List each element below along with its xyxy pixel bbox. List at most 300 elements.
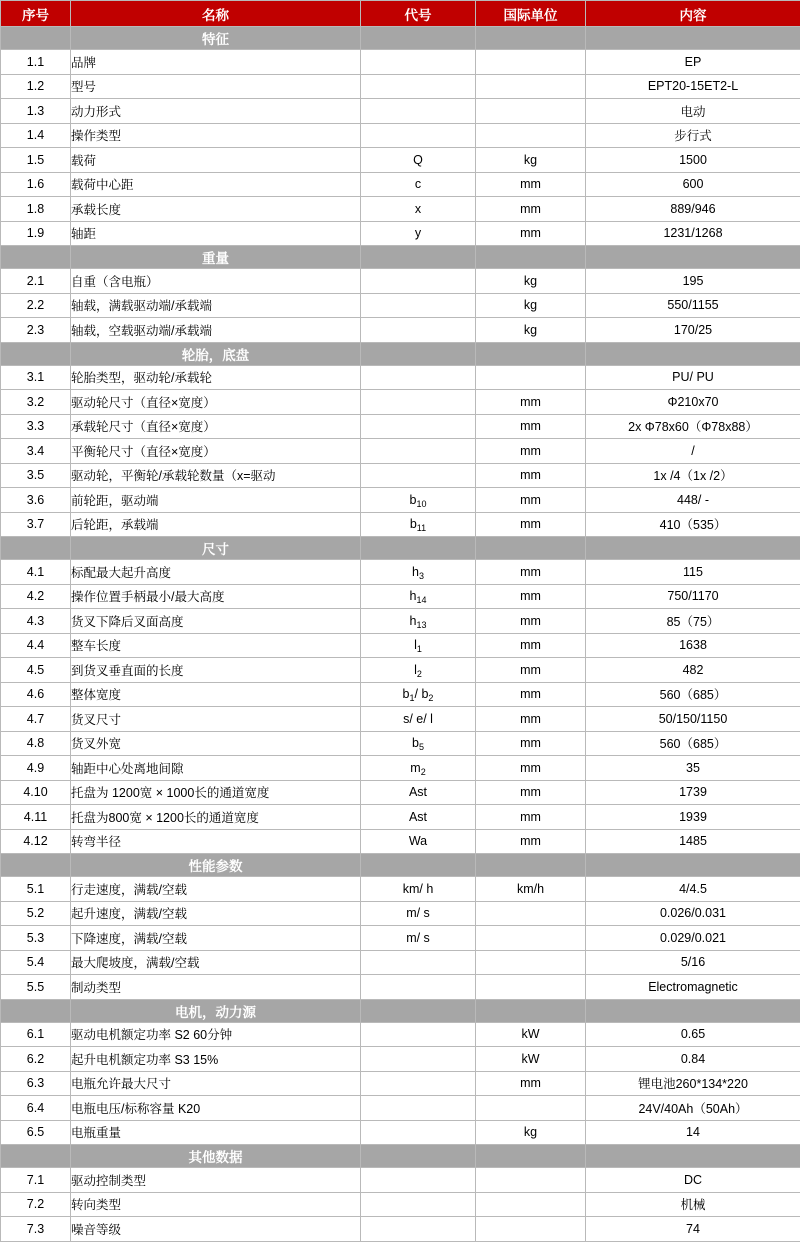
group-row-spacer: [476, 246, 586, 269]
row-code: [361, 365, 476, 390]
row-name: 轴载，满载驱动端/承载端: [71, 293, 361, 318]
row-value: 1500: [586, 148, 800, 173]
row-code: $h_3$: [361, 560, 476, 585]
row-name: 噪音等级: [71, 1217, 361, 1242]
group-label: 其他数据: [71, 1145, 361, 1168]
row-name: 整体宽度: [71, 682, 361, 707]
row-code: [361, 414, 476, 439]
table-row: [1, 780, 800, 805]
row-code: $h_{13}$: [361, 609, 476, 634]
group-row-spacer: [586, 246, 800, 269]
row-name: 轴距: [71, 221, 361, 246]
group-row-spacer: [361, 999, 476, 1022]
group-row-spacer: [586, 1145, 800, 1168]
row-name: 自重（含电瓶）: [71, 269, 361, 294]
group-row: [1, 1145, 800, 1168]
table-row: [1, 901, 800, 926]
row-name: 到货叉垂直面的长度: [71, 658, 361, 683]
row-code: [361, 1071, 476, 1096]
row-code: [361, 975, 476, 1000]
row-value: 1x /4（1x /2）: [586, 463, 800, 488]
group-row-spacer: [361, 854, 476, 877]
row-number: 4.9: [1, 756, 71, 781]
group-row-spacer: [361, 246, 476, 269]
table-row: [1, 318, 800, 343]
row-value: Φ210x70: [586, 390, 800, 415]
row-name: 最大爬坡度，满载/空载: [71, 950, 361, 975]
row-number: 3.1: [1, 365, 71, 390]
row-unit: mm: [476, 414, 586, 439]
row-number: 3.6: [1, 488, 71, 513]
group-label: 轮胎，底盘: [71, 342, 361, 365]
row-name: 标配最大起升高度: [71, 560, 361, 585]
table-row: [1, 560, 800, 585]
table-row: [1, 1096, 800, 1121]
row-value: 1638: [586, 633, 800, 658]
row-number: 7.3: [1, 1217, 71, 1242]
table-row: [1, 658, 800, 683]
table-row: [1, 950, 800, 975]
table-row: [1, 512, 800, 537]
row-number: 1.5: [1, 148, 71, 173]
row-code: $m_2$: [361, 756, 476, 781]
row-number: 4.1: [1, 560, 71, 585]
row-name: 转向类型: [71, 1192, 361, 1217]
header-row: [1, 1, 800, 27]
table-row: [1, 926, 800, 951]
table-row: [1, 269, 800, 294]
row-name: 型号: [71, 74, 361, 99]
row-value: DC: [586, 1168, 800, 1193]
row-name: 货叉外宽: [71, 731, 361, 756]
row-code: [361, 269, 476, 294]
row-unit: mm: [476, 172, 586, 197]
group-label: 特征: [71, 27, 361, 50]
row-code: Ast: [361, 805, 476, 830]
row-number: 4.2: [1, 584, 71, 609]
group-label: 重量: [71, 246, 361, 269]
row-code: y: [361, 221, 476, 246]
row-value: 14: [586, 1120, 800, 1145]
row-code: [361, 74, 476, 99]
row-value: 0.84: [586, 1047, 800, 1072]
row-name: 承载长度: [71, 197, 361, 222]
row-number: 2.3: [1, 318, 71, 343]
table-row: [1, 463, 800, 488]
row-unit: mm: [476, 731, 586, 756]
row-code: s/ e/ l: [361, 707, 476, 732]
row-unit: kg: [476, 148, 586, 173]
table-row: [1, 414, 800, 439]
row-unit: kW: [476, 1047, 586, 1072]
row-code: [361, 318, 476, 343]
row-value: 1231/1268: [586, 221, 800, 246]
row-value: 85（75）: [586, 609, 800, 634]
row-number: 4.5: [1, 658, 71, 683]
row-value: 2x Φ78x60（Φ78x88）: [586, 414, 800, 439]
row-code: $l_1$: [361, 633, 476, 658]
table-row: [1, 365, 800, 390]
row-unit: mm: [476, 682, 586, 707]
row-name: 行走速度，满载/空载: [71, 877, 361, 902]
row-code: [361, 50, 476, 75]
row-unit: mm: [476, 780, 586, 805]
row-number: 6.4: [1, 1096, 71, 1121]
row-name: 动力形式: [71, 99, 361, 124]
row-unit: [476, 1168, 586, 1193]
row-value: 机械: [586, 1192, 800, 1217]
table-row: [1, 756, 800, 781]
group-row-spacer: [361, 27, 476, 50]
group-row-spacer: [361, 342, 476, 365]
row-unit: mm: [476, 463, 586, 488]
row-unit: [476, 1096, 586, 1121]
row-code: [361, 439, 476, 464]
row-number: 4.4: [1, 633, 71, 658]
row-value: 50/150/1150: [586, 707, 800, 732]
row-number: 4.3: [1, 609, 71, 634]
row-unit: mm: [476, 1071, 586, 1096]
row-number: 1.8: [1, 197, 71, 222]
row-name: 轴载，空载驱动端/承载端: [71, 318, 361, 343]
row-name: 起升速度，满载/空载: [71, 901, 361, 926]
table-row: [1, 975, 800, 1000]
row-code: [361, 1120, 476, 1145]
row-value: 750/1170: [586, 584, 800, 609]
row-unit: kg: [476, 269, 586, 294]
row-code: [361, 123, 476, 148]
row-unit: kg: [476, 293, 586, 318]
row-name: 载荷: [71, 148, 361, 173]
row-value: EP: [586, 50, 800, 75]
row-number: 1.2: [1, 74, 71, 99]
row-code: Q: [361, 148, 476, 173]
row-name: 平衡轮尺寸（直径×宽度）: [71, 439, 361, 464]
group-row-spacer: [361, 1145, 476, 1168]
row-code: $h_{14}$: [361, 584, 476, 609]
row-number: 6.3: [1, 1071, 71, 1096]
row-number: 6.1: [1, 1022, 71, 1047]
row-unit: [476, 1217, 586, 1242]
row-name: 后轮距，承载端: [71, 512, 361, 537]
row-name: 载荷中心距: [71, 172, 361, 197]
row-code: [361, 1047, 476, 1072]
table-row: [1, 584, 800, 609]
row-value: 410（535）: [586, 512, 800, 537]
row-name: 托盘为800宽 × 1200长的通道宽度: [71, 805, 361, 830]
row-number: 5.5: [1, 975, 71, 1000]
row-number: 7.1: [1, 1168, 71, 1193]
row-unit: [476, 50, 586, 75]
table-row: [1, 148, 800, 173]
table-row: [1, 172, 800, 197]
group-row: [1, 999, 800, 1022]
row-unit: [476, 975, 586, 1000]
row-code: [361, 1217, 476, 1242]
row-unit: mm: [476, 805, 586, 830]
column-header-name: 名称: [71, 1, 361, 27]
row-code: $l_2$: [361, 658, 476, 683]
column-header-no: 序号: [1, 1, 71, 27]
group-row-spacer: [476, 342, 586, 365]
row-number: 1.1: [1, 50, 71, 75]
row-name: 驱动轮，平衡轮/承载轮数量（x=驱动: [71, 463, 361, 488]
row-value: 0.65: [586, 1022, 800, 1047]
column-header-code: 代号: [361, 1, 476, 27]
group-row-spacer: [361, 537, 476, 560]
group-label: 电机，动力源: [71, 999, 361, 1022]
row-code: $b_{11}$: [361, 512, 476, 537]
row-code: c: [361, 172, 476, 197]
row-code: Ast: [361, 780, 476, 805]
row-value: 550/1155: [586, 293, 800, 318]
row-value: 电动: [586, 99, 800, 124]
row-code: [361, 950, 476, 975]
table-row: [1, 488, 800, 513]
row-name: 电瓶电压/标称容量 K20: [71, 1096, 361, 1121]
row-name: 电瓶允许最大尺寸: [71, 1071, 361, 1096]
row-value: 0.029/0.021: [586, 926, 800, 951]
row-value: 0.026/0.031: [586, 901, 800, 926]
table-row: [1, 731, 800, 756]
row-value: 步行式: [586, 123, 800, 148]
row-number: 1.4: [1, 123, 71, 148]
row-name: 驱动轮尺寸（直径×宽度）: [71, 390, 361, 415]
row-code: $b_{10}$: [361, 488, 476, 513]
row-code: $b_1/$ $b_2$: [361, 682, 476, 707]
table-row: [1, 99, 800, 124]
table-row: [1, 1192, 800, 1217]
row-code: [361, 463, 476, 488]
group-row-spacer: [476, 854, 586, 877]
row-number: 7.2: [1, 1192, 71, 1217]
table-row: [1, 439, 800, 464]
row-number: 4.10: [1, 780, 71, 805]
row-name: 制动类型: [71, 975, 361, 1000]
group-row: [1, 246, 800, 269]
row-unit: mm: [476, 560, 586, 585]
row-unit: kW: [476, 1022, 586, 1047]
row-unit: mm: [476, 512, 586, 537]
row-number: 6.5: [1, 1120, 71, 1145]
row-code: [361, 1192, 476, 1217]
table-row: [1, 1047, 800, 1072]
group-label: 性能参数: [71, 854, 361, 877]
row-name: 品牌: [71, 50, 361, 75]
row-code: [361, 1022, 476, 1047]
row-number: 2.2: [1, 293, 71, 318]
row-value: 600: [586, 172, 800, 197]
row-number: 4.6: [1, 682, 71, 707]
row-name: 电瓶重量: [71, 1120, 361, 1145]
row-name: 货叉下降后叉面高度: [71, 609, 361, 634]
row-name: 驱动控制类型: [71, 1168, 361, 1193]
row-unit: [476, 1192, 586, 1217]
row-code: Wa: [361, 829, 476, 854]
table-row: [1, 682, 800, 707]
group-row-spacer: [586, 342, 800, 365]
group-row-spacer: [1, 1145, 71, 1168]
row-name: 货叉尺寸: [71, 707, 361, 732]
group-row-spacer: [586, 27, 800, 50]
row-number: 5.2: [1, 901, 71, 926]
row-value: 35: [586, 756, 800, 781]
group-row-spacer: [586, 537, 800, 560]
row-value: PU/ PU: [586, 365, 800, 390]
group-row-spacer: [476, 999, 586, 1022]
row-unit: mm: [476, 488, 586, 513]
row-value: 1939: [586, 805, 800, 830]
group-row-spacer: [476, 27, 586, 50]
row-code: [361, 293, 476, 318]
row-value: 889/946: [586, 197, 800, 222]
column-header-value: 内容: [586, 1, 800, 27]
row-unit: mm: [476, 756, 586, 781]
table-row: [1, 293, 800, 318]
table-row: [1, 1071, 800, 1096]
row-code: x: [361, 197, 476, 222]
row-unit: mm: [476, 707, 586, 732]
group-row-spacer: [586, 999, 800, 1022]
group-row-spacer: [1, 999, 71, 1022]
row-code: [361, 1096, 476, 1121]
group-row-spacer: [476, 1145, 586, 1168]
row-value: 170/25: [586, 318, 800, 343]
row-code: m/ s: [361, 901, 476, 926]
row-unit: mm: [476, 609, 586, 634]
row-number: 4.11: [1, 805, 71, 830]
table-row: [1, 1022, 800, 1047]
group-row-spacer: [1, 27, 71, 50]
row-value: 482: [586, 658, 800, 683]
row-value: 195: [586, 269, 800, 294]
row-unit: mm: [476, 390, 586, 415]
row-name: 轮胎类型，驱动轮/承载轮: [71, 365, 361, 390]
row-value: 448/ -: [586, 488, 800, 513]
table-row: [1, 123, 800, 148]
group-row: [1, 27, 800, 50]
row-number: 1.9: [1, 221, 71, 246]
row-number: 3.3: [1, 414, 71, 439]
group-label: 尺寸: [71, 537, 361, 560]
row-name: 驱动电机额定功率 S2 60分钟: [71, 1022, 361, 1047]
table-header: [1, 1, 800, 27]
row-number: 3.2: [1, 390, 71, 415]
row-number: 3.4: [1, 439, 71, 464]
table-row: [1, 707, 800, 732]
row-name: 前轮距，驱动端: [71, 488, 361, 513]
row-value: /: [586, 439, 800, 464]
row-code: [361, 99, 476, 124]
row-unit: mm: [476, 633, 586, 658]
table-body: [1, 27, 800, 1242]
table-row: [1, 1120, 800, 1145]
group-row: [1, 854, 800, 877]
row-unit: mm: [476, 221, 586, 246]
row-name: 承载轮尺寸（直径×宽度）: [71, 414, 361, 439]
row-value: 1485: [586, 829, 800, 854]
group-row-spacer: [586, 854, 800, 877]
row-number: 4.12: [1, 829, 71, 854]
table-row: [1, 1217, 800, 1242]
row-unit: [476, 950, 586, 975]
row-unit: mm: [476, 829, 586, 854]
table-row: [1, 221, 800, 246]
row-unit: [476, 99, 586, 124]
row-unit: mm: [476, 658, 586, 683]
group-row: [1, 537, 800, 560]
row-number: 5.1: [1, 877, 71, 902]
row-name: 转弯半径: [71, 829, 361, 854]
row-number: 3.7: [1, 512, 71, 537]
row-value: 560（685）: [586, 731, 800, 756]
row-name: 操作位置手柄最小/最大高度: [71, 584, 361, 609]
row-code: [361, 390, 476, 415]
row-value: EPT20-15ET2-L: [586, 74, 800, 99]
row-unit: [476, 365, 586, 390]
row-name: 起升电机额定功率 S3 15%: [71, 1047, 361, 1072]
row-name: 操作类型: [71, 123, 361, 148]
row-code: $b_5$: [361, 731, 476, 756]
row-number: 5.4: [1, 950, 71, 975]
row-unit: mm: [476, 584, 586, 609]
table-row: [1, 74, 800, 99]
row-value: 115: [586, 560, 800, 585]
row-value: 5/16: [586, 950, 800, 975]
row-code: m/ s: [361, 926, 476, 951]
row-unit: [476, 901, 586, 926]
row-number: 4.8: [1, 731, 71, 756]
row-name: 轴距中心处离地间隙: [71, 756, 361, 781]
row-value: 560（685）: [586, 682, 800, 707]
table-row: [1, 197, 800, 222]
group-row-spacer: [1, 246, 71, 269]
row-value: 4/4.5: [586, 877, 800, 902]
row-unit: kg: [476, 318, 586, 343]
row-unit: kg: [476, 1120, 586, 1145]
row-unit: km/h: [476, 877, 586, 902]
row-number: 1.6: [1, 172, 71, 197]
row-code: km/ h: [361, 877, 476, 902]
row-unit: mm: [476, 439, 586, 464]
row-value: 1739: [586, 780, 800, 805]
table-row: [1, 633, 800, 658]
table-row: [1, 829, 800, 854]
row-unit: mm: [476, 197, 586, 222]
row-value: Electromagnetic: [586, 975, 800, 1000]
table-row: [1, 390, 800, 415]
group-row-spacer: [1, 854, 71, 877]
column-header-unit: 国际单位: [476, 1, 586, 27]
row-name: 下降速度，满载/空载: [71, 926, 361, 951]
row-value: 74: [586, 1217, 800, 1242]
table-row: [1, 609, 800, 634]
row-number: 5.3: [1, 926, 71, 951]
row-unit: [476, 123, 586, 148]
row-name: 整车长度: [71, 633, 361, 658]
group-row-spacer: [476, 537, 586, 560]
row-unit: [476, 74, 586, 99]
group-row: [1, 342, 800, 365]
table-row: [1, 1168, 800, 1193]
row-number: 1.3: [1, 99, 71, 124]
row-number: 2.1: [1, 269, 71, 294]
row-name: 托盘为 1200宽 × 1000长的通道宽度: [71, 780, 361, 805]
row-number: 4.7: [1, 707, 71, 732]
row-value: 24V/40Ah（50Ah）: [586, 1096, 800, 1121]
row-value: 锂电池260*134*220: [586, 1071, 800, 1096]
group-row-spacer: [1, 537, 71, 560]
